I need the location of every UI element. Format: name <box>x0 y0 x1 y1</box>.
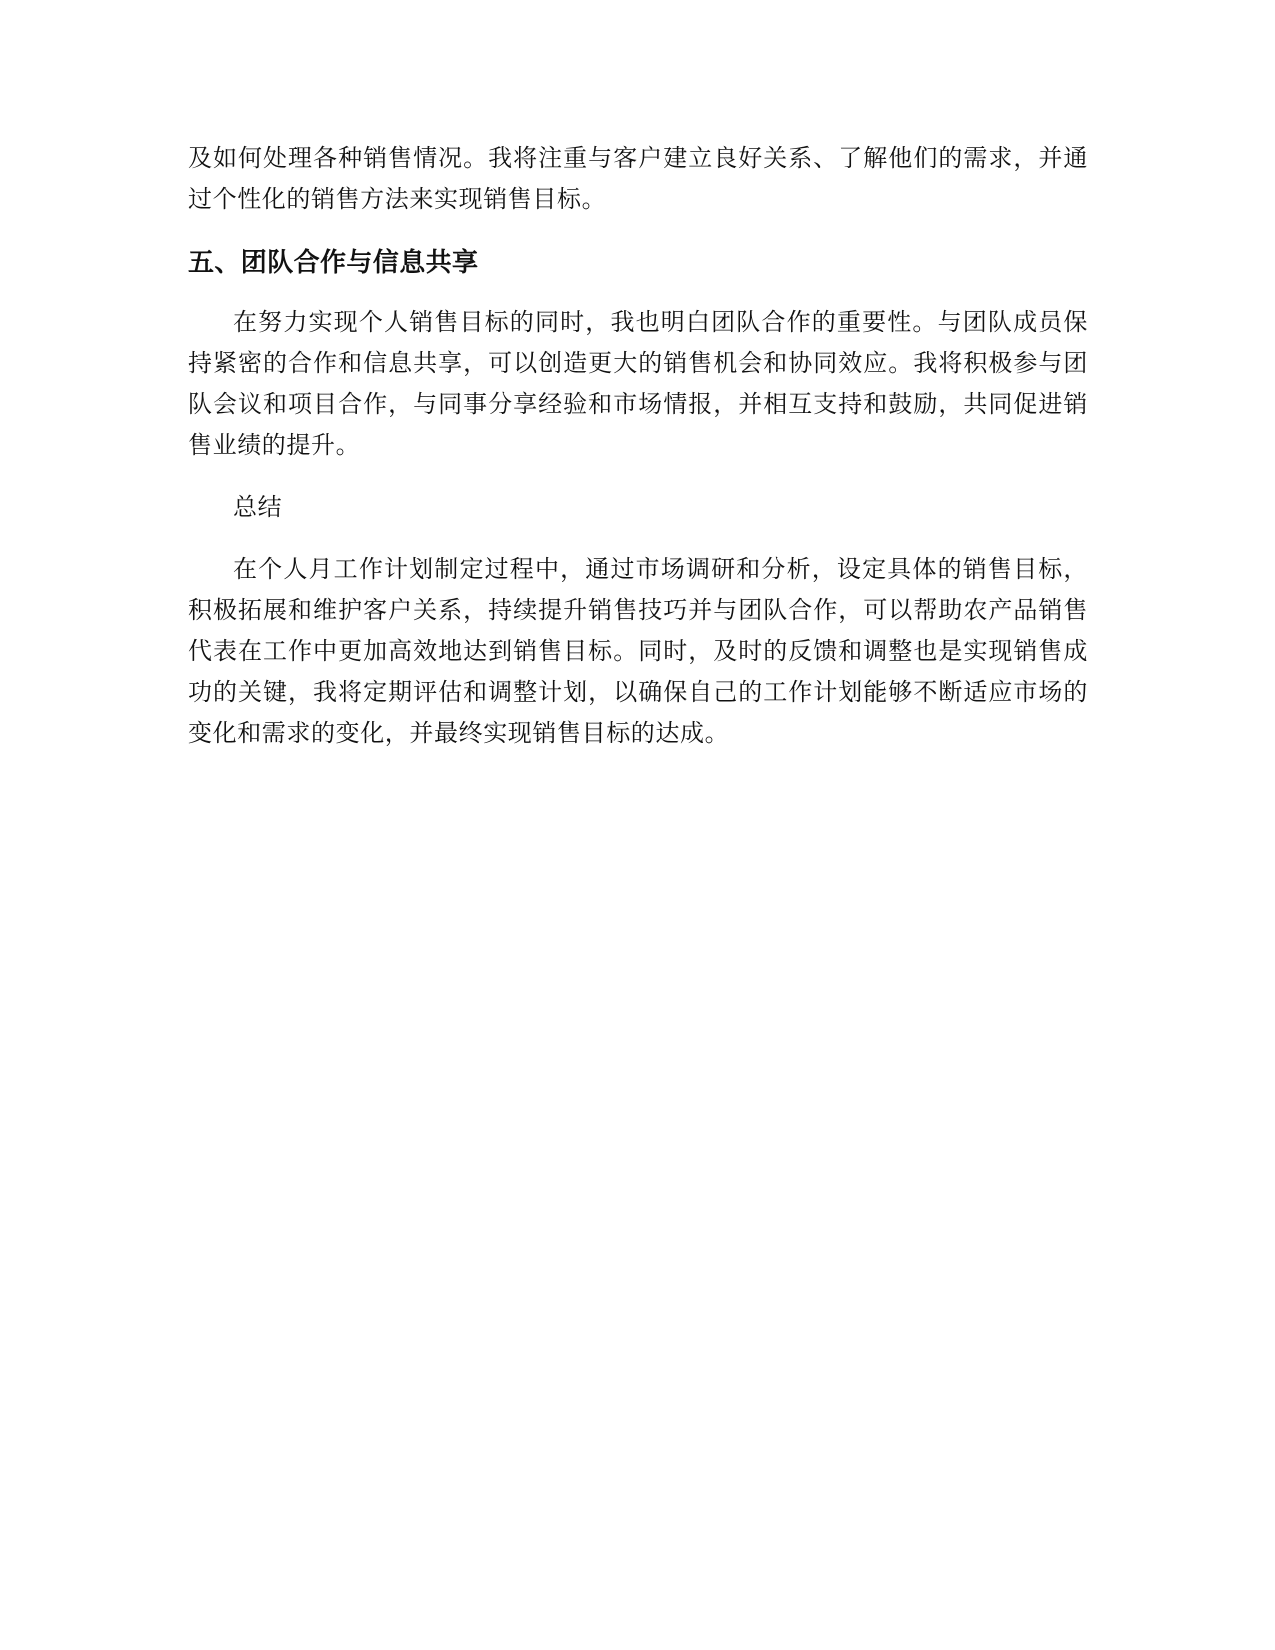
section-heading-teamwork: 五、团队合作与信息共享 <box>188 248 479 278</box>
continuation-paragraph: 及如何处理各种销售情况。我将注重与客户建立良好关系、了解他们的需求，并通过个性化的销售方法来实现销售目标。 <box>188 144 1088 213</box>
summary-title: 总结 <box>233 493 283 521</box>
summary-paragraph: 在个人月工作计划制定过程中，通过市场调研和分析，设定具体的销售目标，积极拓展和维护客户关系，持续提升销售技巧并与团队合作，可以帮助农产品销售代表在工作中更加高效地达到销售目标。同时，及时的反馈和调整也是实现销售成功的关键，我将定期评估和调整计划，以确保自己的工作计划能够不断适应市场的变化和需求的变化，并最终实现销售目标的达成。 <box>188 555 1088 747</box>
teamwork-paragraph: 在努力实现个人销售目标的同时，我也明白团队合作的重要性。与团队成员保持紧密的合作和信息共享，可以创造更大的销售机会和协同效应。我将积极参与团队会议和项目合作，与同事分享经验和市场情报，并相互支持和鼓励，共同促进销售业绩的提升。 <box>188 308 1088 459</box>
document-page <box>188 138 1088 754</box>
